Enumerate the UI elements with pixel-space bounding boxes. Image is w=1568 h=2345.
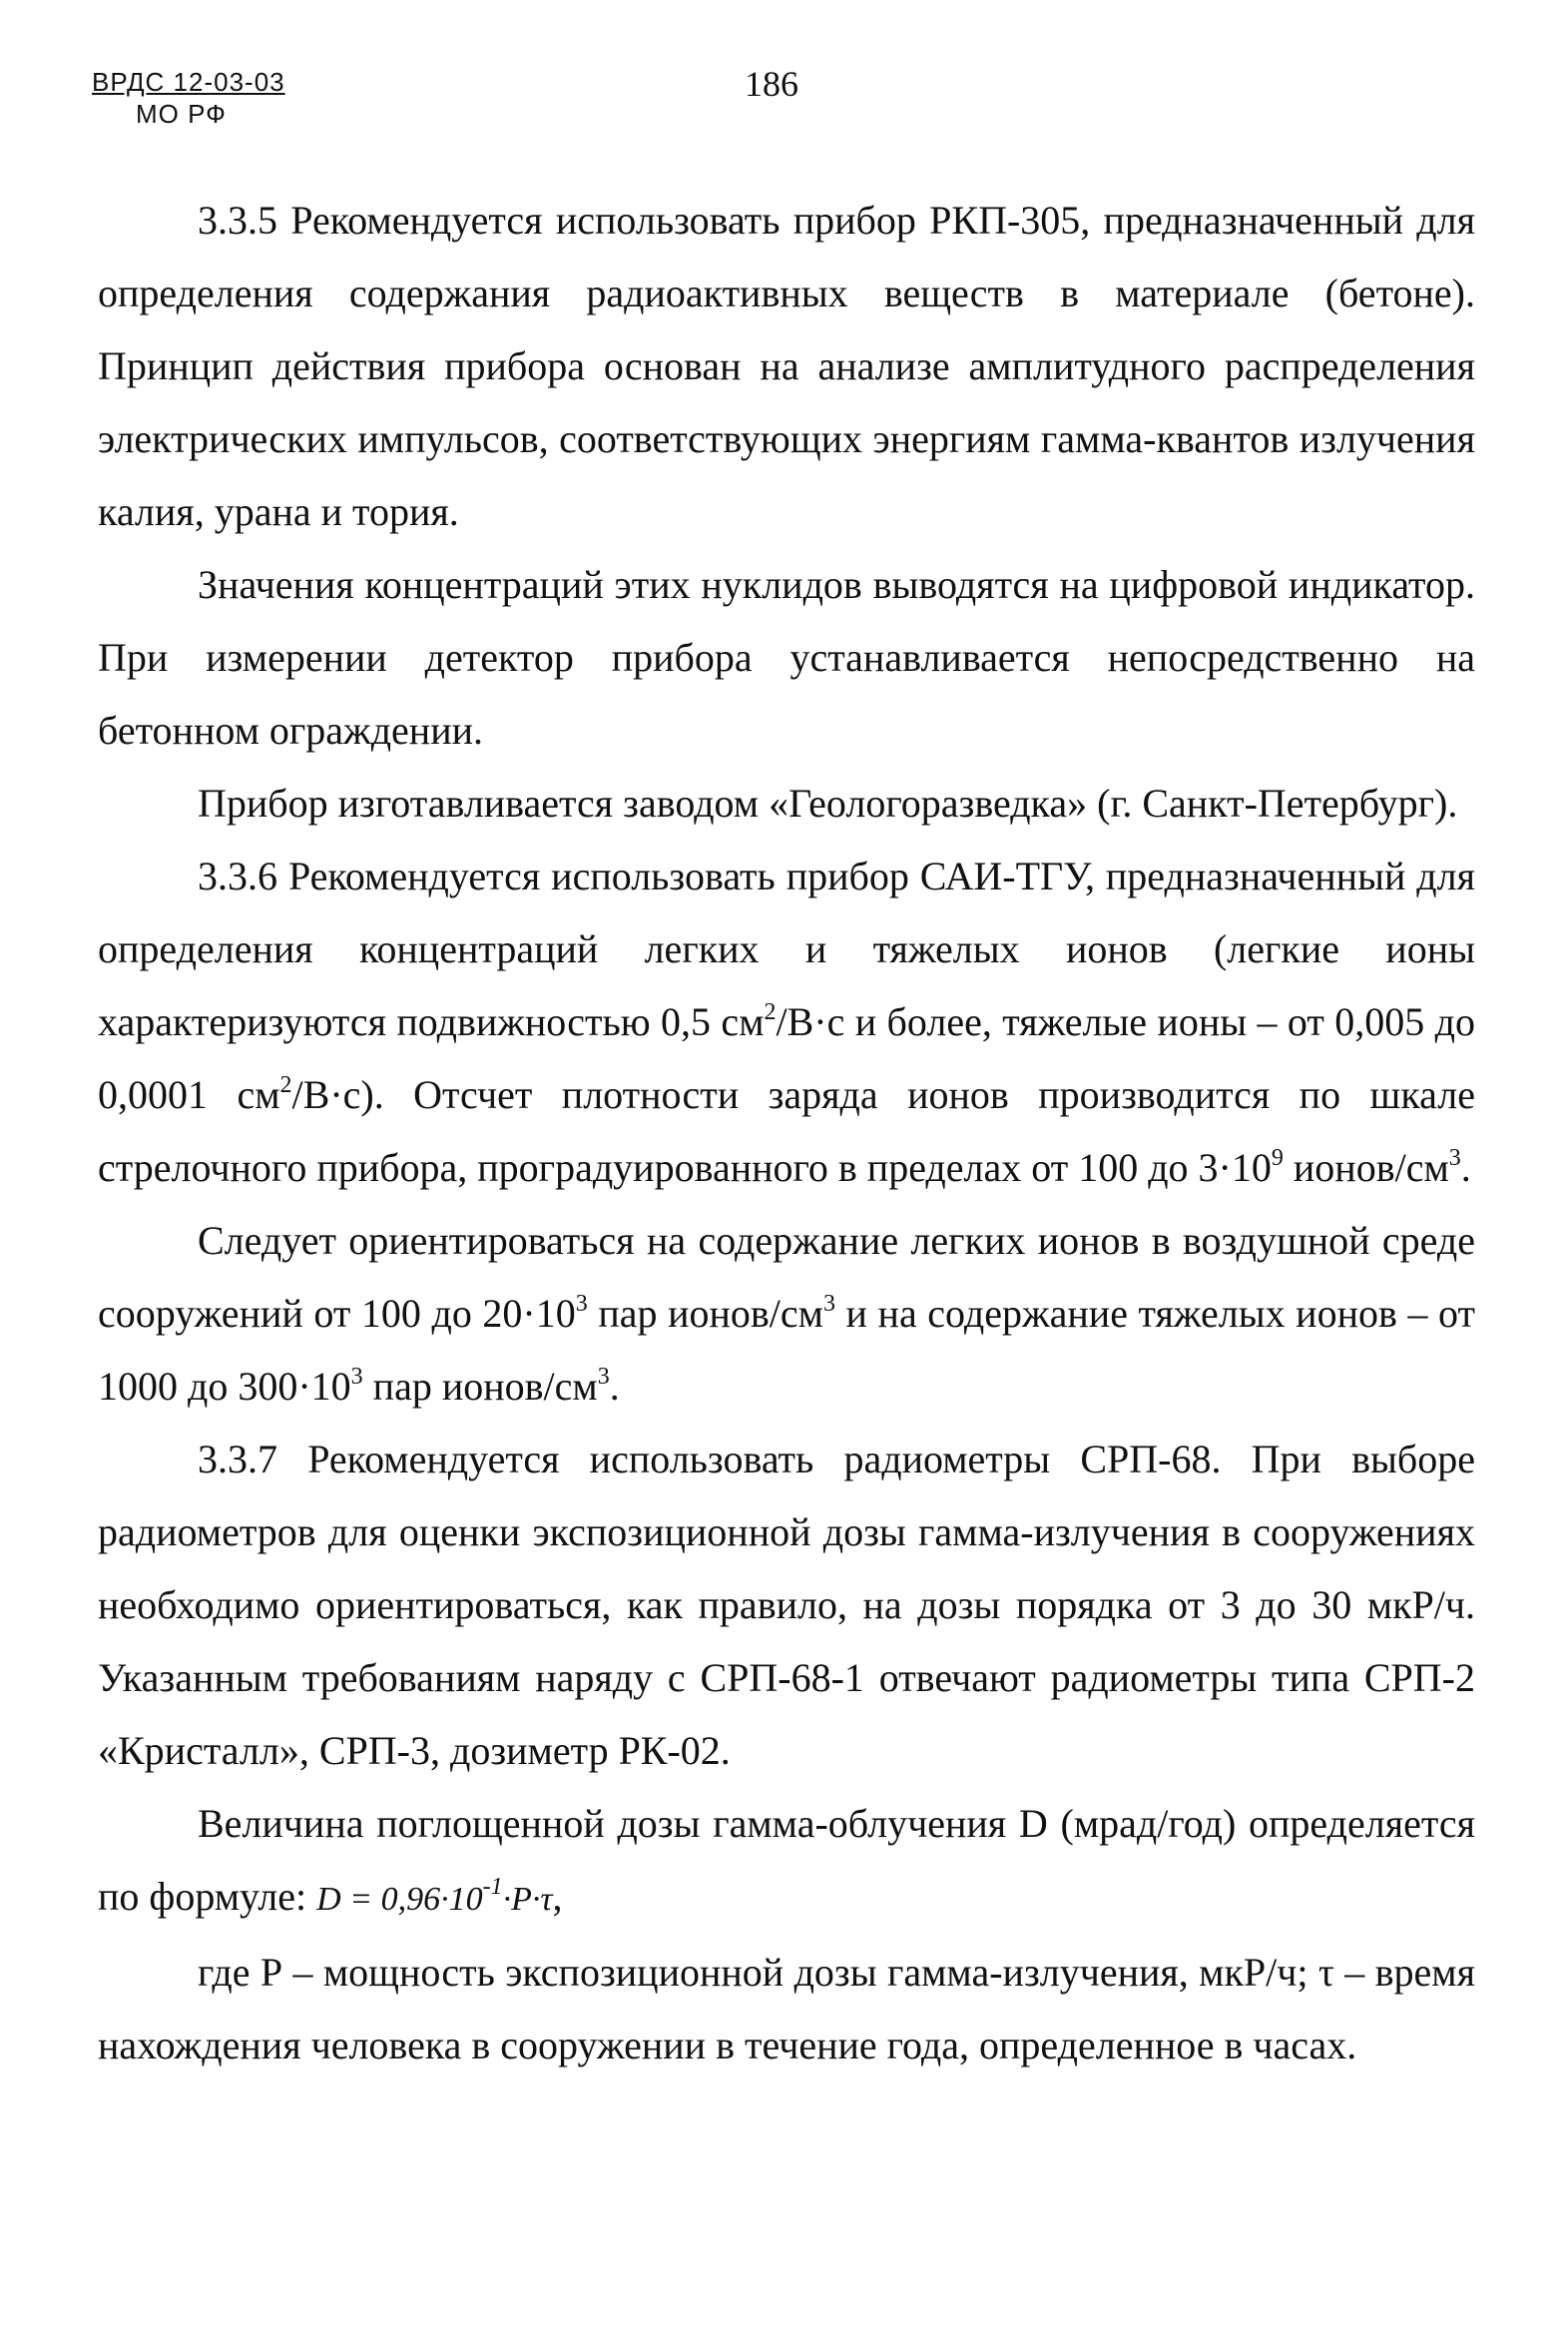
text-run: ионов/см [1283, 1145, 1449, 1190]
text-run: пар ионов/см [362, 1364, 598, 1409]
text-run: и на содержание тяжелых ионов – от 1000 до 300·10 [98, 1291, 1475, 1409]
paragraph-3-3-5: 3.3.5 Рекомендуется использовать прибор РКП-305, предназначенный для определения содержания радиоактивных веществ в материале (бетоне). Принцип действия прибора основан на анализе амплитудного распределения электрических импульсов, соответствующих энергиям гамма-квантов излучения калия, урана и тория. [98, 198, 1475, 534]
paragraph-3-3-7: 3.3.7 Рекомендуется использовать радиометры СРП-68. При выборе радиометров для оценки экспозиционной дозы гамма-излучения в сооружениях необходимо ориентироваться, как правило, на дозы порядка от 3 до 30 мкР/ч. Указанным требованиям наряду с СРП-68-1 отвечают радиометры типа СРП-2 «Кристалл», СРП-3, дозиметр РК-02. [98, 1437, 1475, 1773]
text-run: Следует ориентироваться на содержание легких ионов в воздушной среде сооружений от 100 до 20·10 [98, 1218, 1475, 1336]
superscript: 3 [822, 1291, 835, 1317]
doc-code-line: ВРДС 12-03-03 [92, 67, 285, 97]
text-run: /В·с и более, тяжелые ионы – от 0,005 до 0,0001 см [98, 999, 1475, 1117]
body-text [98, 184, 1475, 2081]
paragraph-ion-levels [98, 1204, 1475, 1423]
paragraph-dose-formula [98, 1787, 1475, 1936]
text-run: 3.3.6 Рекомендуется использовать прибор САИ-ТГУ, предназначенный для определения концентраций легких и тяжелых ионов (легкие ионы характеризуются подвижностью 0,5 см [98, 854, 1475, 1044]
text-run: . [1460, 1145, 1471, 1190]
superscript: 9 [1271, 1145, 1284, 1171]
superscript: 2 [279, 1072, 292, 1098]
superscript: 3 [1448, 1145, 1461, 1171]
paragraph-3-3-6 [98, 840, 1475, 1204]
formula-part: ·P·τ [502, 1881, 553, 1918]
formula-exponent: -1 [482, 1874, 503, 1900]
dose-formula [316, 1874, 553, 1918]
organization-line: МО РФ [136, 99, 227, 129]
superscript: 3 [350, 1364, 363, 1390]
superscript: 2 [764, 999, 777, 1025]
paragraph-manufacturer: Прибор изготавливается заводом «Геологоразведка» (г. Санкт-Петербург). [198, 781, 1458, 826]
text-run: Величина поглощенной дозы гамма-облучения D (мрад/год) определяется по формуле: [98, 1801, 1475, 1919]
formula-part: D = 0,96·10 [316, 1881, 483, 1918]
document-code [92, 66, 285, 130]
text-run: . [609, 1364, 620, 1409]
text-run: пар ионов/см [587, 1291, 823, 1336]
page-number: 186 [745, 64, 798, 104]
paragraph-where-definitions: где Р – мощность экспозиционной дозы гамма-излучения, мкР/ч; τ – время нахождения человека в сооружении в течение года, определенное в часах. [98, 1950, 1475, 2067]
text-run: , [552, 1874, 563, 1919]
superscript: 3 [597, 1364, 610, 1390]
superscript: 3 [575, 1291, 588, 1317]
paragraph-nuclide-indicator: Значения концентраций этих нуклидов выводятся на цифровой индикатор. При измерении детектор прибора устанавливается непосредственно на бетонном ограждении. [98, 562, 1475, 753]
text-run: /В·с). Отсчет плотности заряда ионов производится по шкале стрелочного прибора, проградуированного в пределах от 100 до 3·10 [98, 1072, 1475, 1190]
